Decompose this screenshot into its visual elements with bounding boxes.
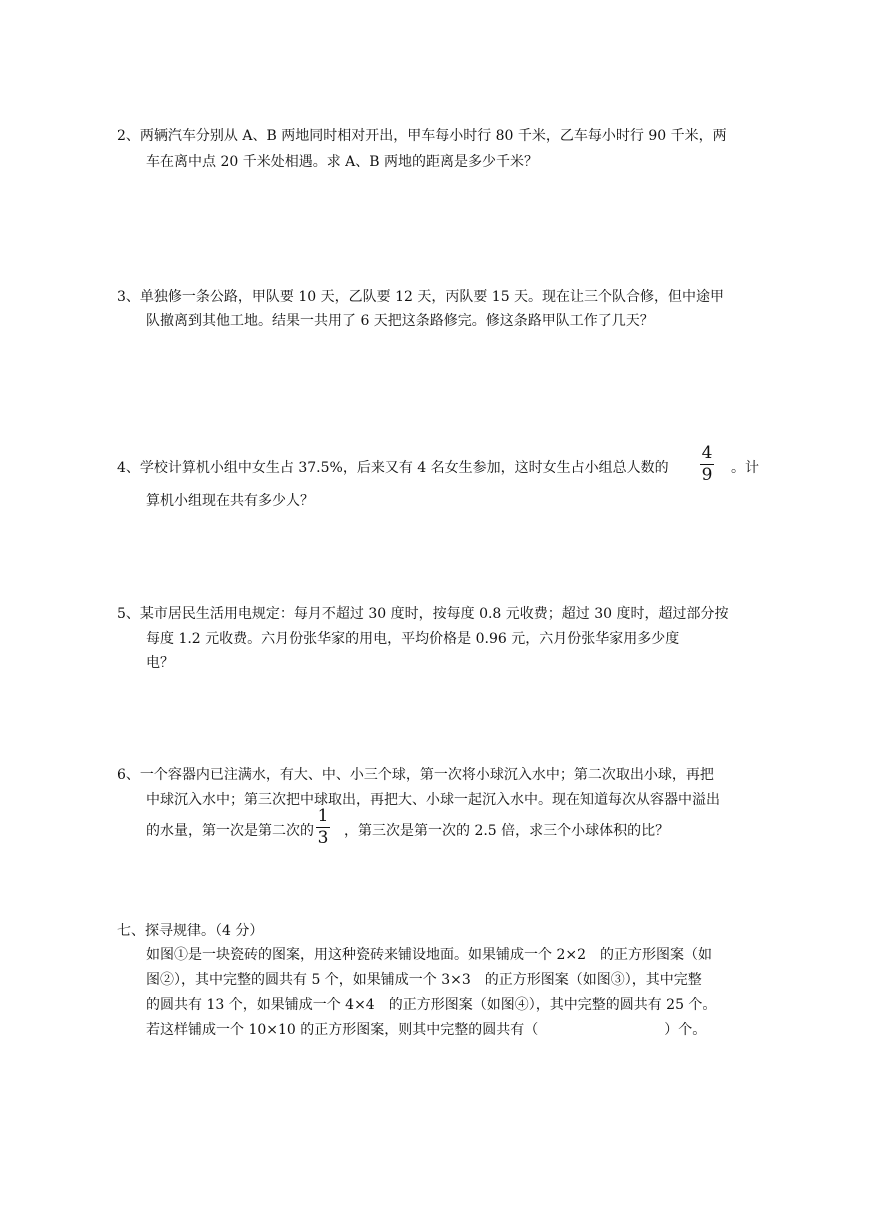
q6-line-2: 中球沉入水中；第三次把中球取出，再把大、小球一起沉入水中。现在知道每次从容器中溢出 (146, 792, 720, 808)
q6-fraction-numerator: 1 (317, 806, 329, 826)
q6-fraction-denominator: 3 (317, 828, 329, 848)
q5-line-3: 电？ (146, 655, 174, 671)
q4-line-1-end: 。计 (731, 460, 759, 476)
q4-line-1: 4、学校计算机小组中女生占 37.5%，后来又有 4 名女生参加，这时女生占小组总人数的 (117, 460, 669, 476)
q5-line-2: 每度 1.2 元收费。六月份张华家的用电，平均价格是 0.96 元，六月份张华家用多少度 (146, 631, 680, 647)
section-7-heading: 七、探寻规律。（4 分） (117, 923, 264, 939)
section-7-line-2: 图②），其中完整的圆共有 5 个，如果铺成一个 3×3 的正方形图案（如图③），其中完整 (146, 972, 702, 988)
section-7-line-3: 的圆共有 13 个，如果铺成一个 4×4 的正方形图案（如图④），其中完整的圆共有 25 个。 (146, 997, 717, 1013)
q4-fraction-numerator: 4 (701, 443, 713, 463)
section-7-line-4-text-a: 若这样铺成一个 10×10 的正方形图案，则其中完整的圆共有（ (146, 1022, 539, 1038)
q6-fraction (316, 807, 330, 848)
q3-line-2: 队撤离到其他工地。结果一共用了 6 天把这条路修完。修这条路甲队工作了几天？ (146, 313, 654, 329)
q6-line-1: 6、一个容器内已注满水，有大、中、小三个球，第一次将小球沉入水中；第二次取出小球，再把 (117, 767, 714, 783)
q5-line-1: 5、某市居民生活用电规定：每月不超过 30 度时，按每度 0.8 元收费；超过 30 度时，超过部分按 (117, 606, 729, 622)
q4-fraction-denominator: 9 (701, 465, 713, 485)
section-7-line-4-text-b: ）个。 (664, 1022, 707, 1038)
q4-line-2: 算机小组现在共有多少人？ (146, 493, 314, 509)
q4-fraction (700, 444, 714, 485)
section-7-line-4 (146, 1020, 706, 1040)
q2-line-1: 2、两辆汽车分别从 A、B 两地同时相对开出，甲车每小时行 80 千米，乙车每小时行 90 千米，两 (117, 128, 727, 144)
q3-line-1: 3、单独修一条公路，甲队要 10 天，乙队要 12 天，丙队要 15 天。现在让三个队合修，但中途甲 (117, 289, 725, 305)
q6-line-3a: 的水量，第一次是第二次的 (146, 823, 314, 839)
section-7-line-1: 如图①是一块瓷砖的图案，用这种瓷砖来铺设地面。如果铺成一个 2×2 的正方形图案（如 (146, 947, 712, 963)
q6-line-3b: ，第三次是第一次的 2.5 倍，求三个小球体积的比？ (344, 823, 670, 839)
q2-line-2: 车在离中点 20 千米处相遇。求 A、B 两地的距离是多少千米？ (146, 154, 539, 170)
